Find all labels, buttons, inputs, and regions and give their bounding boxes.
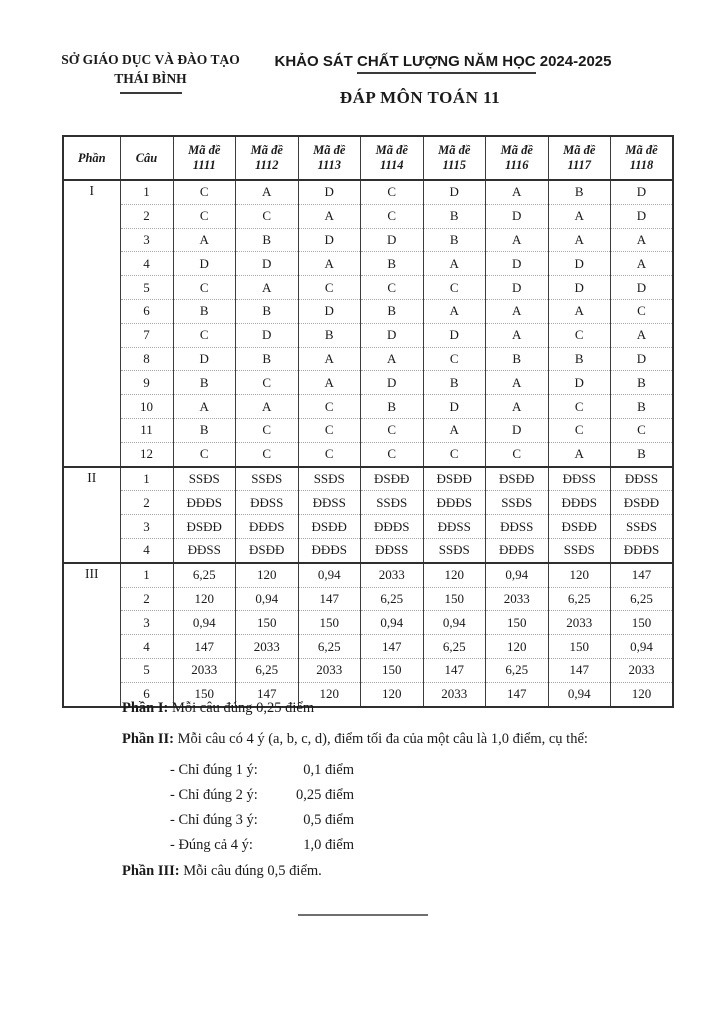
answer-cell-1118: C: [611, 418, 674, 442]
answer-cell-1112: SSĐS: [236, 467, 299, 491]
answer-cell-1115: B: [423, 228, 486, 252]
scoring-bullet-4: [122, 835, 662, 855]
scoring-bullet-3: [122, 810, 662, 830]
answer-cell-1114: D: [361, 371, 424, 395]
answer-cell-1113: 150: [298, 611, 361, 635]
question-number: 7: [120, 323, 173, 347]
answer-cell-1114: B: [361, 395, 424, 419]
answer-cell-1114: B: [361, 299, 424, 323]
table-row-part-I-cau-1: [63, 180, 673, 204]
answer-cell-1114: ĐSĐĐ: [361, 467, 424, 491]
answer-cell-1118: 2033: [611, 658, 674, 682]
answer-cell-1117: D: [548, 276, 611, 300]
answer-cell-1112: C: [236, 442, 299, 466]
answer-cell-1115: B: [423, 371, 486, 395]
column-header-ma-de-1114: Mã đề 1114: [361, 136, 424, 180]
answer-cell-1112: ĐSĐĐ: [236, 538, 299, 562]
answer-cell-1111: B: [173, 418, 236, 442]
answer-cell-1117: SSĐS: [548, 538, 611, 562]
answer-cell-1118: 6,25: [611, 587, 674, 611]
table-row-part-III-cau-1: [63, 563, 673, 587]
answer-cell-1112: ĐĐĐS: [236, 515, 299, 539]
column-header-ma-de-1118: Mã đề 1118: [611, 136, 674, 180]
answer-cell-1118: A: [611, 228, 674, 252]
answer-cell-1111: SSĐS: [173, 467, 236, 491]
table-row-part-III-cau-5: [63, 658, 673, 682]
answer-cell-1111: 2033: [173, 658, 236, 682]
answer-cell-1117: ĐĐSS: [548, 467, 611, 491]
answer-cell-1116: ĐSĐĐ: [486, 467, 549, 491]
answer-cell-1115: C: [423, 347, 486, 371]
answer-cell-1117: 6,25: [548, 587, 611, 611]
column-header-ma-de-1111: Mã đề 1111: [173, 136, 236, 180]
note-part2-text: Mỗi câu có 4 ý (a, b, c, d), điểm tối đa của một câu là 1,0 điểm, cụ thể:: [173, 731, 588, 747]
answer-cell-1115: 6,25: [423, 635, 486, 659]
scoring-bullet-2: [122, 785, 662, 805]
answer-cell-1111: B: [173, 371, 236, 395]
answer-cell-1112: A: [236, 395, 299, 419]
table-row-part-I-cau-6: [63, 299, 673, 323]
column-header-ma-de-1115: Mã đề 1115: [423, 136, 486, 180]
org-header: [48, 50, 253, 94]
bullet-label: - Chỉ đúng 2 ý:: [170, 787, 258, 803]
bullet-value: 0,1 điểm: [303, 762, 354, 778]
answer-cell-1116: A: [486, 180, 549, 204]
answer-cell-1117: 120: [548, 563, 611, 587]
answer-cell-1112: A: [236, 276, 299, 300]
answer-cell-1114: D: [361, 228, 424, 252]
section-label-I: I: [63, 180, 120, 467]
question-number: 1: [120, 563, 173, 587]
answer-cell-1115: C: [423, 442, 486, 466]
answer-cell-1118: D: [611, 180, 674, 204]
answer-cell-1117: A: [548, 442, 611, 466]
survey-title-prefix: KHẢO SÁT: [274, 53, 358, 70]
answer-cell-1111: B: [173, 299, 236, 323]
question-number: 2: [120, 491, 173, 515]
answer-cell-1118: A: [611, 323, 674, 347]
answer-cell-1114: B: [361, 252, 424, 276]
table-row-part-I-cau-8: [63, 347, 673, 371]
answer-cell-1114: 6,25: [361, 587, 424, 611]
table-row-part-I-cau-4: [63, 252, 673, 276]
note-part3-label: Phần III:: [122, 863, 180, 879]
question-number: 3: [120, 228, 173, 252]
answer-cell-1118: B: [611, 395, 674, 419]
answer-cell-1112: A: [236, 180, 299, 204]
table-row-part-I-cau-7: [63, 323, 673, 347]
answer-cell-1114: ĐĐSS: [361, 538, 424, 562]
answer-key-table: [62, 135, 674, 708]
note-part3: [122, 861, 662, 881]
bottom-separator-rule: [298, 914, 428, 916]
answer-cell-1117: C: [548, 323, 611, 347]
answer-cell-1112: C: [236, 418, 299, 442]
answer-cell-1113: D: [298, 228, 361, 252]
answer-cell-1111: 150: [173, 682, 236, 706]
answer-cell-1117: A: [548, 228, 611, 252]
answer-cell-1115: SSĐS: [423, 538, 486, 562]
answer-cell-1113: A: [298, 347, 361, 371]
question-number: 10: [120, 395, 173, 419]
answer-cell-1117: D: [548, 371, 611, 395]
answer-cell-1116: 120: [486, 635, 549, 659]
question-number: 1: [120, 467, 173, 491]
answer-cell-1111: ĐĐSS: [173, 538, 236, 562]
answer-cell-1111: 120: [173, 587, 236, 611]
answer-cell-1113: 120: [298, 682, 361, 706]
table-row-part-II-cau-2: [63, 491, 673, 515]
answer-cell-1112: C: [236, 204, 299, 228]
answer-cell-1112: C: [236, 371, 299, 395]
answer-cell-1113: D: [298, 180, 361, 204]
page-title: ĐÁP MÔN TOÁN 11: [339, 88, 501, 107]
answer-cell-1116: SSĐS: [486, 491, 549, 515]
note-part1-label: Phần I:: [122, 700, 169, 716]
answer-cell-1114: 150: [361, 658, 424, 682]
table-row-part-I-cau-10: [63, 395, 673, 419]
answer-cell-1115: D: [423, 395, 486, 419]
question-number: 4: [120, 635, 173, 659]
answer-cell-1116: 2033: [486, 587, 549, 611]
answer-cell-1115: B: [423, 204, 486, 228]
answer-cell-1117: A: [548, 299, 611, 323]
question-number: 8: [120, 347, 173, 371]
answer-cell-1112: 6,25: [236, 658, 299, 682]
note-part2-label: Phần II:: [122, 731, 174, 747]
answer-cell-1116: 6,25: [486, 658, 549, 682]
answer-cell-1117: C: [548, 418, 611, 442]
question-number: 2: [120, 204, 173, 228]
column-header-ma-de-1117: Mã đề 1117: [548, 136, 611, 180]
answer-cell-1112: B: [236, 347, 299, 371]
answer-cell-1114: C: [361, 204, 424, 228]
answer-cell-1114: A: [361, 347, 424, 371]
table-row-part-I-cau-5: [63, 276, 673, 300]
answer-cell-1116: A: [486, 299, 549, 323]
answer-cell-1118: SSĐS: [611, 515, 674, 539]
scoring-notes: [122, 698, 662, 892]
answer-cell-1113: C: [298, 276, 361, 300]
question-number: 2: [120, 587, 173, 611]
answer-cell-1112: B: [236, 228, 299, 252]
answer-cell-1115: ĐĐĐS: [423, 491, 486, 515]
table-row-part-I-cau-2: [63, 204, 673, 228]
table-row-part-III-cau-4: [63, 635, 673, 659]
question-number: 6: [120, 682, 173, 706]
answer-cell-1115: 147: [423, 658, 486, 682]
answer-cell-1114: C: [361, 418, 424, 442]
scoring-bullet-1: [122, 760, 662, 780]
note-part1-text: Mỗi câu đúng 0,25 điểm: [168, 700, 315, 716]
answer-cell-1116: 150: [486, 611, 549, 635]
answer-cell-1118: ĐĐĐS: [611, 538, 674, 562]
answer-cell-1117: 0,94: [548, 682, 611, 706]
answer-cell-1112: 2033: [236, 635, 299, 659]
answer-cell-1118: 147: [611, 563, 674, 587]
answer-cell-1111: ĐĐĐS: [173, 491, 236, 515]
table-row-part-II-cau-1: [63, 467, 673, 491]
answer-cell-1111: 6,25: [173, 563, 236, 587]
answer-cell-1116: A: [486, 228, 549, 252]
bullet-value: 0,25 điểm: [296, 787, 354, 803]
answer-cell-1115: 150: [423, 587, 486, 611]
answer-cell-1115: D: [423, 180, 486, 204]
answer-cell-1113: ĐĐĐS: [298, 538, 361, 562]
table-row-part-II-cau-4: [63, 538, 673, 562]
answer-cell-1118: 150: [611, 611, 674, 635]
table-row-part-III-cau-2: [63, 587, 673, 611]
answer-cell-1113: C: [298, 418, 361, 442]
answer-cell-1112: 150: [236, 611, 299, 635]
answer-cell-1112: D: [236, 252, 299, 276]
answer-cell-1117: ĐSĐĐ: [548, 515, 611, 539]
answer-cell-1116: A: [486, 323, 549, 347]
bullet-label: - Chỉ đúng 3 ý:: [170, 812, 258, 828]
column-header-phan: Phần: [63, 136, 120, 180]
survey-title: [268, 53, 618, 70]
column-header-cau: Câu: [120, 136, 173, 180]
org-name-line1: SỞ GIÁO DỤC VÀ ĐÀO TẠO: [61, 52, 240, 67]
answer-cell-1116: 0,94: [486, 563, 549, 587]
answer-cell-1113: B: [298, 323, 361, 347]
answer-cell-1116: A: [486, 395, 549, 419]
answer-cell-1114: C: [361, 180, 424, 204]
answer-cell-1115: C: [423, 276, 486, 300]
question-number: 1: [120, 180, 173, 204]
answer-cell-1113: ĐSĐĐ: [298, 515, 361, 539]
answer-cell-1114: 120: [361, 682, 424, 706]
answer-cell-1118: C: [611, 299, 674, 323]
answer-cell-1112: B: [236, 299, 299, 323]
answer-cell-1117: ĐĐĐS: [548, 491, 611, 515]
answer-cell-1112: 120: [236, 563, 299, 587]
answer-cell-1117: C: [548, 395, 611, 419]
answer-cell-1117: A: [548, 204, 611, 228]
scoring-bullet-list: [122, 760, 662, 855]
answer-cell-1114: D: [361, 323, 424, 347]
answer-cell-1111: C: [173, 323, 236, 347]
answer-cell-1114: SSĐS: [361, 491, 424, 515]
answer-cell-1118: D: [611, 347, 674, 371]
table-row-part-I-cau-11: [63, 418, 673, 442]
bullet-label: - Đúng cả 4 ý:: [170, 837, 253, 853]
org-underline-rule: [120, 92, 182, 94]
answer-cell-1115: 2033: [423, 682, 486, 706]
answer-cell-1113: ĐĐSS: [298, 491, 361, 515]
answer-cell-1111: 147: [173, 635, 236, 659]
answer-cell-1118: B: [611, 442, 674, 466]
answer-cell-1111: ĐSĐĐ: [173, 515, 236, 539]
question-number: 11: [120, 418, 173, 442]
question-number: 6: [120, 299, 173, 323]
answer-cell-1113: 6,25: [298, 635, 361, 659]
table-header-row: [63, 136, 673, 180]
note-part1: [122, 698, 662, 718]
answer-cell-1113: D: [298, 299, 361, 323]
answer-cell-1116: C: [486, 442, 549, 466]
answer-cell-1118: 0,94: [611, 635, 674, 659]
survey-title-suffix: 2024-2025: [535, 53, 612, 70]
org-name-line2: THÁI BÌNH: [114, 71, 187, 86]
answer-cell-1118: D: [611, 204, 674, 228]
answer-cell-1114: 147: [361, 635, 424, 659]
answer-cell-1117: D: [548, 252, 611, 276]
question-number: 4: [120, 538, 173, 562]
answer-cell-1118: D: [611, 276, 674, 300]
answer-cell-1116: D: [486, 418, 549, 442]
answer-cell-1116: A: [486, 371, 549, 395]
answer-cell-1112: 147: [236, 682, 299, 706]
question-number: 4: [120, 252, 173, 276]
answer-cell-1113: 0,94: [298, 563, 361, 587]
answer-cell-1111: C: [173, 442, 236, 466]
answer-cell-1113: A: [298, 252, 361, 276]
answer-cell-1112: D: [236, 323, 299, 347]
answer-cell-1111: D: [173, 252, 236, 276]
answer-cell-1117: 147: [548, 658, 611, 682]
note-part3-text: Mỗi câu đúng 0,5 điểm.: [179, 863, 322, 879]
question-number: 12: [120, 442, 173, 466]
answer-cell-1118: B: [611, 371, 674, 395]
answer-cell-1113: SSĐS: [298, 467, 361, 491]
answer-cell-1113: 147: [298, 587, 361, 611]
table-row-part-I-cau-12: [63, 442, 673, 466]
answer-cell-1116: ĐĐĐS: [486, 538, 549, 562]
answer-cell-1117: 2033: [548, 611, 611, 635]
answer-cell-1114: C: [361, 442, 424, 466]
answer-cell-1116: D: [486, 204, 549, 228]
answer-cell-1115: A: [423, 418, 486, 442]
answer-cell-1115: ĐĐSS: [423, 515, 486, 539]
answer-cell-1116: D: [486, 252, 549, 276]
answer-cell-1114: 0,94: [361, 611, 424, 635]
answer-cell-1117: B: [548, 347, 611, 371]
answer-cell-1113: A: [298, 371, 361, 395]
answer-cell-1111: A: [173, 228, 236, 252]
answer-cell-1112: ĐĐSS: [236, 491, 299, 515]
bullet-value: 1,0 điểm: [303, 837, 354, 853]
answer-cell-1115: ĐSĐĐ: [423, 467, 486, 491]
table-row-part-I-cau-3: [63, 228, 673, 252]
answer-cell-1112: 0,94: [236, 587, 299, 611]
answer-cell-1111: C: [173, 180, 236, 204]
answer-cell-1116: B: [486, 347, 549, 371]
bullet-value: 0,5 điểm: [303, 812, 354, 828]
answer-cell-1116: D: [486, 276, 549, 300]
answer-cell-1115: D: [423, 323, 486, 347]
table-row-part-III-cau-3: [63, 611, 673, 635]
answer-cell-1113: C: [298, 395, 361, 419]
question-number: 3: [120, 611, 173, 635]
answer-cell-1116: 147: [486, 682, 549, 706]
column-header-ma-de-1112: Mã đề 1112: [236, 136, 299, 180]
answer-cell-1117: B: [548, 180, 611, 204]
answer-cell-1111: 0,94: [173, 611, 236, 635]
answer-cell-1114: 2033: [361, 563, 424, 587]
answer-cell-1115: A: [423, 299, 486, 323]
section-label-II: II: [63, 467, 120, 563]
answer-cell-1111: D: [173, 347, 236, 371]
answer-cell-1118: ĐSĐĐ: [611, 491, 674, 515]
answer-cell-1111: C: [173, 204, 236, 228]
column-header-ma-de-1113: Mã đề 1113: [298, 136, 361, 180]
answer-cell-1113: C: [298, 442, 361, 466]
bullet-label: - Chỉ đúng 1 ý:: [170, 762, 258, 778]
table-row-part-I-cau-9: [63, 371, 673, 395]
answer-cell-1114: C: [361, 276, 424, 300]
answer-cell-1118: A: [611, 252, 674, 276]
note-part2: [122, 729, 662, 749]
column-header-ma-de-1116: Mã đề 1116: [486, 136, 549, 180]
table-row-part-II-cau-3: [63, 515, 673, 539]
answer-cell-1114: ĐĐĐS: [361, 515, 424, 539]
answer-cell-1113: A: [298, 204, 361, 228]
section-label-III: III: [63, 563, 120, 707]
answer-cell-1111: A: [173, 395, 236, 419]
answer-cell-1115: A: [423, 252, 486, 276]
answer-cell-1116: ĐĐSS: [486, 515, 549, 539]
question-number: 5: [120, 658, 173, 682]
question-number: 9: [120, 371, 173, 395]
answer-cell-1117: 150: [548, 635, 611, 659]
answer-cell-1113: 2033: [298, 658, 361, 682]
question-number: 5: [120, 276, 173, 300]
answer-cell-1111: C: [173, 276, 236, 300]
survey-title-underlined: CHẤT LƯỢNG NĂM HỌC: [357, 53, 536, 74]
answer-cell-1118: 120: [611, 682, 674, 706]
answer-cell-1115: 0,94: [423, 611, 486, 635]
answer-cell-1118: ĐĐSS: [611, 467, 674, 491]
question-number: 3: [120, 515, 173, 539]
answer-cell-1115: 120: [423, 563, 486, 587]
